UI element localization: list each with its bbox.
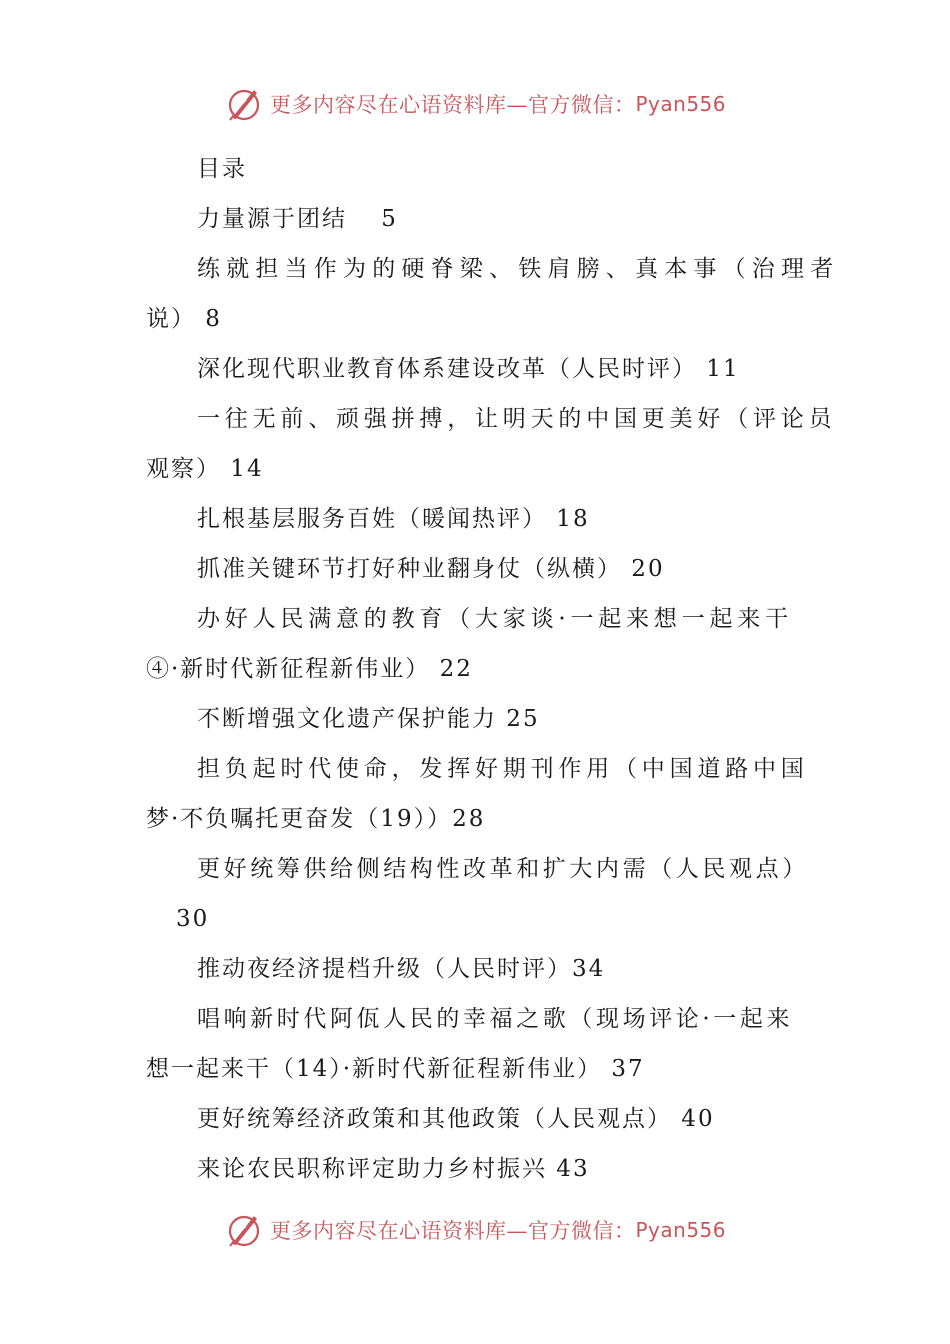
table-of-contents	[146, 144, 840, 1194]
toc-line: 练就担当作为的硬脊梁、铁肩膀、真本事（治理者	[197, 256, 840, 282]
banner-wechat-id: Pyan556	[635, 92, 726, 116]
banner-text: 更多内容尽在心语资料库—官方微信：	[269, 93, 636, 117]
banner-wechat-id: Pyan556	[635, 1218, 726, 1242]
toc-line: 更好统筹经济政策和其他政策（人民观点） 40	[197, 1106, 715, 1132]
toc-title: 目录	[197, 156, 247, 182]
header-banner	[0, 82, 950, 126]
toc-line: 梦·不负嘱托更奋发（19））28	[146, 806, 486, 832]
toc-line: 想一起来干（14）·新时代新征程新伟业） 37	[146, 1056, 645, 1082]
footer-banner	[0, 1208, 950, 1252]
toc-line: 力量源于团结 5	[197, 206, 398, 232]
toc-line: 不断增强文化遗产保护能力 25	[197, 706, 540, 732]
toc-line: 30	[176, 906, 210, 932]
toc-line: 推动夜经济提档升级（人民时评）34	[197, 956, 606, 982]
banner-text: 更多内容尽在心语资料库—官方微信：	[269, 1219, 636, 1243]
toc-line: 扎根基层服务百姓（暖闻热评） 18	[197, 506, 590, 532]
toc-line: 抓准关键环节打好种业翻身仗（纵横） 20	[197, 556, 665, 582]
quill-pen-icon	[224, 1210, 264, 1250]
quill-pen-icon	[224, 84, 264, 124]
toc-line: 观察） 14	[146, 456, 264, 482]
toc-line: 深化现代职业教育体系建设改革（人民时评） 11	[197, 356, 740, 382]
toc-line: 说） 8	[146, 306, 222, 332]
toc-line: 更好统筹供给侧结构性改革和扩大内需（人民观点）	[197, 856, 809, 882]
toc-line: ④·新时代新征程新伟业） 22	[146, 656, 473, 682]
toc-line: 来论农民职称评定助力乡村振兴 43	[197, 1156, 590, 1182]
toc-line: 办好人民满意的教育（大家谈·一起来想一起来干	[197, 606, 793, 632]
toc-line: 唱响新时代阿佤人民的幸福之歌（现场评论·一起来	[197, 1006, 794, 1032]
toc-line: 一往无前、顽强拼搏，让明天的中国更美好（评论员	[197, 406, 837, 432]
toc-line: 担负起时代使命，发挥好期刊作用（中国道路中国	[197, 756, 809, 782]
